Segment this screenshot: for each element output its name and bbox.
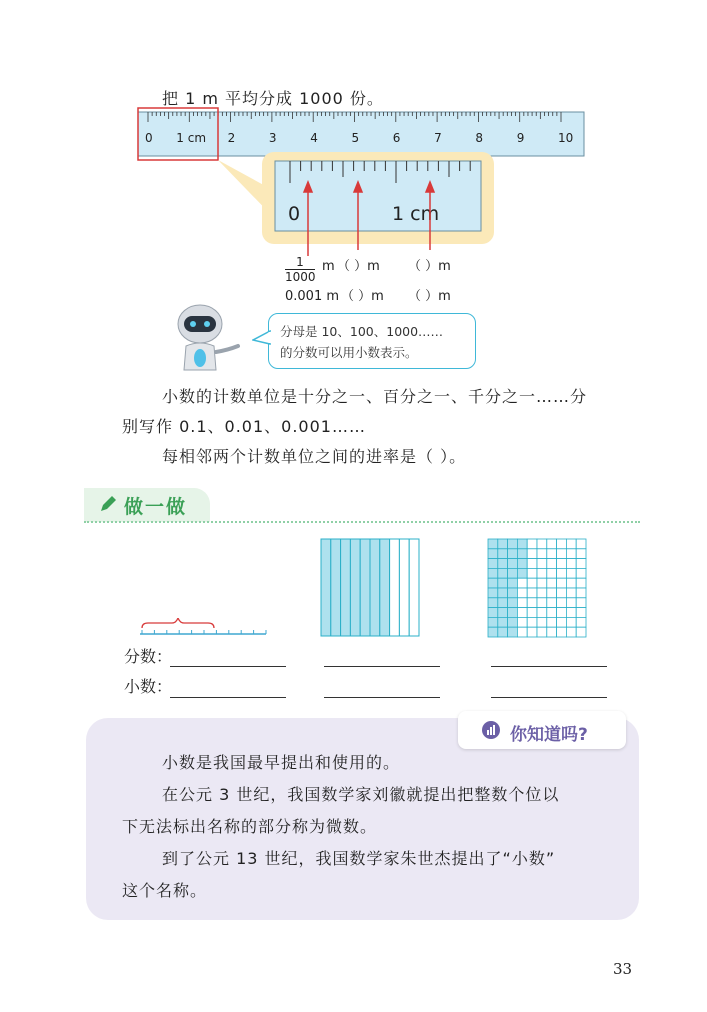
grid-square	[508, 598, 518, 608]
tenth-column	[331, 539, 341, 636]
grid-square	[517, 588, 527, 598]
grid-square	[498, 568, 508, 578]
grid-square	[498, 578, 508, 588]
grid-square	[566, 627, 576, 637]
grid-square	[576, 627, 586, 637]
grid-square	[517, 627, 527, 637]
grid-square	[557, 608, 567, 618]
tenth-column	[370, 539, 380, 636]
pencil-icon	[98, 494, 118, 514]
grid-square	[517, 578, 527, 588]
tenth-column	[390, 539, 400, 636]
grid-square	[488, 608, 498, 618]
grid-square	[527, 588, 537, 598]
dyk-line-1: 小数是我国最早提出和使用的。	[162, 753, 401, 772]
grid-square	[488, 578, 498, 588]
grid-square	[508, 549, 518, 559]
grid-square	[527, 598, 537, 608]
grid-square	[508, 578, 518, 588]
grid-square	[508, 568, 518, 578]
grid-square	[488, 559, 498, 569]
grid-square	[488, 627, 498, 637]
hundredths-grid-figure	[487, 538, 587, 638]
decimal-blank-1[interactable]: （ ）m	[341, 289, 384, 304]
grid-square	[498, 539, 508, 549]
tenth-column	[380, 539, 390, 636]
grid-square	[527, 627, 537, 637]
bubble-line-2: 的分数可以用小数表示。	[280, 345, 418, 360]
decimal-value: 0.001 m	[285, 289, 340, 304]
fraction-answer-2[interactable]	[324, 666, 440, 667]
tenth-column	[409, 539, 419, 636]
zoom-zero-label: 0	[288, 203, 301, 225]
fraction-blank-2[interactable]: （ ）m	[408, 259, 451, 274]
mini-ruler	[138, 618, 270, 640]
zoom-cm-label: 1 cm	[392, 203, 440, 225]
ruler-tick-label: 0	[145, 131, 153, 145]
dyk-line-4: 到了公元 13 世纪，我国数学家朱世杰提出了“小数”	[162, 849, 556, 868]
grid-square	[537, 539, 547, 549]
grid-square	[557, 588, 567, 598]
grid-square	[508, 608, 518, 618]
ruler-tick-label: 2	[227, 131, 236, 145]
ruler-tick-label: 6	[392, 131, 401, 145]
grid-square	[576, 539, 586, 549]
ruler-tick-label: 5	[351, 131, 360, 145]
grid-square	[517, 608, 527, 618]
grid-square	[527, 578, 537, 588]
grid-square	[527, 549, 537, 559]
grid-square	[566, 588, 576, 598]
intro-text: 把 1 m 平均分成 1000 份。	[162, 89, 384, 108]
grid-square	[537, 578, 547, 588]
grid-square	[576, 588, 586, 598]
grid-square	[508, 539, 518, 549]
section-divider	[84, 521, 640, 523]
grid-square	[527, 608, 537, 618]
tenth-column	[341, 539, 351, 636]
grid-square	[517, 559, 527, 569]
grid-square	[498, 608, 508, 618]
dyk-line-3: 下无法标出名称的部分称为微数。	[122, 817, 378, 836]
grid-square	[537, 588, 547, 598]
bubble-tail-icon	[252, 330, 272, 346]
grid-square	[527, 617, 537, 627]
ruler-tick-label: 8	[475, 131, 484, 145]
grid-square	[566, 598, 576, 608]
grid-square	[566, 539, 576, 549]
grid-square	[488, 598, 498, 608]
grid-square	[566, 559, 576, 569]
grid-square	[547, 568, 557, 578]
grid-square	[537, 627, 547, 637]
grid-square	[508, 627, 518, 637]
decimal-answer-3[interactable]	[491, 697, 607, 698]
grid-square	[547, 578, 557, 588]
fraction-blank-1[interactable]: （ ）m	[337, 259, 380, 274]
ruler-tick-label: 3	[268, 131, 277, 145]
grid-square	[566, 549, 576, 559]
ruler-tick-label: 10	[558, 131, 574, 145]
grid-square	[527, 539, 537, 549]
grid-square	[517, 549, 527, 559]
grid-square	[488, 549, 498, 559]
grid-square	[576, 559, 586, 569]
tenth-column	[360, 539, 370, 636]
grid-square	[547, 598, 557, 608]
grid-square	[576, 598, 586, 608]
grid-square	[488, 617, 498, 627]
grid-square	[576, 617, 586, 627]
grid-square	[547, 539, 557, 549]
grid-square	[576, 549, 586, 559]
tenth-column	[399, 539, 409, 636]
grid-square	[498, 549, 508, 559]
grid-square	[547, 588, 557, 598]
tenth-column	[350, 539, 360, 636]
grid-square	[547, 559, 557, 569]
grid-square	[537, 608, 547, 618]
grid-square	[498, 617, 508, 627]
grid-square	[498, 559, 508, 569]
grid-square	[517, 539, 527, 549]
tenth-column	[321, 539, 331, 636]
fraction-unit: m	[322, 259, 335, 274]
ruler-tick-label: 1 cm	[176, 131, 207, 145]
grid-square	[537, 617, 547, 627]
dyk-line-5: 这个名称。	[122, 881, 208, 900]
paragraph-1-line-1: 小数的计数单位是十分之一、百分之一、千分之一……分	[162, 387, 588, 406]
grid-square	[566, 578, 576, 588]
did-you-know-title: 你知道吗?	[510, 725, 588, 745]
ruler-tick-label: 4	[310, 131, 318, 145]
grid-square	[557, 627, 567, 637]
tenths-bar-figure	[320, 538, 420, 638]
grid-square	[527, 568, 537, 578]
bubble-line-1: 分母是 10、100、1000……	[280, 324, 444, 339]
ruler-tick-label: 9	[516, 131, 525, 145]
grid-square	[547, 627, 557, 637]
grid-square	[488, 539, 498, 549]
fraction-answer-1[interactable]	[170, 666, 286, 667]
paragraph-1-line-2: 别写作 0.1、0.01、0.001……	[122, 417, 366, 436]
grid-square	[566, 608, 576, 618]
grid-square	[527, 559, 537, 569]
page-number: 33	[613, 960, 633, 978]
section-title: 做一做	[124, 496, 188, 518]
decimal-answer-1[interactable]	[170, 697, 286, 698]
grid-square	[547, 617, 557, 627]
grid-square	[557, 598, 567, 608]
grid-square	[498, 598, 508, 608]
grid-square	[508, 559, 518, 569]
grid-square	[547, 549, 557, 559]
grid-square	[547, 608, 557, 618]
grid-square	[537, 559, 547, 569]
robot-mascot-icon	[172, 302, 244, 372]
grid-square	[557, 578, 567, 588]
ruler-tick-label: 7	[434, 131, 442, 145]
decimal-blank-2[interactable]: （ ）m	[408, 289, 451, 304]
fraction-1-1000: 1 1000	[285, 255, 316, 284]
grid-square	[488, 568, 498, 578]
grid-square	[517, 617, 527, 627]
grid-square	[508, 588, 518, 598]
grid-square	[557, 617, 567, 627]
grid-square	[576, 608, 586, 618]
paragraph-2: 每相邻两个计数单位之间的进率是（ ）。	[162, 447, 467, 466]
grid-square	[576, 578, 586, 588]
grid-square	[517, 568, 527, 578]
grid-square	[508, 617, 518, 627]
decimal-label: 小数：	[124, 677, 173, 696]
grid-square	[576, 568, 586, 578]
grid-square	[557, 559, 567, 569]
fraction-answer-3[interactable]	[491, 666, 607, 667]
decimal-answer-2[interactable]	[324, 697, 440, 698]
grid-square	[566, 617, 576, 627]
grid-square	[517, 598, 527, 608]
chart-icon	[482, 721, 500, 739]
grid-square	[566, 568, 576, 578]
grid-square	[557, 568, 567, 578]
grid-square	[498, 627, 508, 637]
dyk-line-2: 在公元 3 世纪，我国数学家刘徽就提出把整数个位以	[162, 785, 560, 804]
grid-square	[537, 549, 547, 559]
grid-square	[537, 568, 547, 578]
grid-square	[488, 588, 498, 598]
grid-square	[498, 588, 508, 598]
grid-square	[557, 549, 567, 559]
fraction-label: 分数：	[124, 647, 173, 666]
grid-square	[557, 539, 567, 549]
grid-square	[537, 598, 547, 608]
